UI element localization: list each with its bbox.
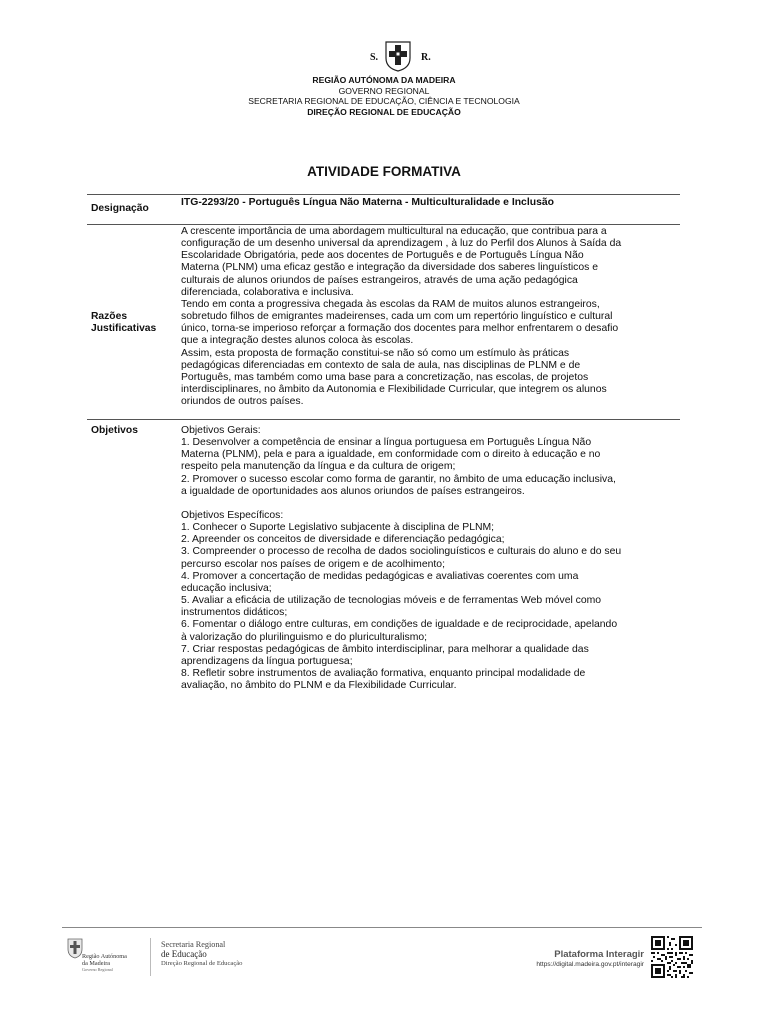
objetivos-label: Objetivos [91, 425, 138, 436]
platform-url[interactable]: https://digital.madeira.gov.pt/interagir [536, 961, 644, 968]
razoes-label-line: Justificativas [91, 323, 157, 334]
text-line: 2. Promover o sucesso escolar como forma de garantir, no âmbito de uma educação inclusiva, [181, 473, 616, 485]
footer-logo-separator [150, 938, 151, 976]
text-line: à valorização do plurilinguismo e do pluriculturalismo; [181, 631, 428, 643]
footer-education-line: Direção Regional de Educação [161, 960, 243, 968]
text-line: instrumentos didáticos; [181, 607, 288, 619]
spacer [181, 498, 681, 510]
text-line: 5. Avaliar a eficácia de utilização de tecnologias móveis e de ferramentas Web móvel como [181, 595, 602, 607]
text-line: Materna (PLNM), pela e para a igualdade, em conformidade com o direito à educação e no [181, 449, 601, 461]
platform-info [536, 949, 644, 968]
header-institution [0, 75, 768, 117]
text-line: 1. Conhecer o Suporte Legislativo subjacente à disciplina de PLNM; [181, 522, 495, 534]
header-crest [0, 40, 768, 72]
header-secretariat: SECRETARIA REGIONAL DE EDUCAÇÃO, CIÊNCIA E TECNOLOGIA [248, 96, 520, 106]
footer-region-text [82, 954, 127, 974]
text-line: Materna (PLNM) uma eficaz gestão e integração da diversidade dos saberes linguísticos e [181, 262, 599, 274]
qr-code-icon [651, 936, 693, 978]
text-line: 2. Apreender os conceitos de diversidade e diferenciação pedagógica; [181, 534, 505, 546]
text-line: único, torna-se imperioso reforçar a formação dos docentes para melhor enfrentarem o desafio [181, 323, 619, 335]
text-line: diferenciada, colaborativa e inclusiva. [181, 286, 354, 298]
text-line: 7. Criar respostas pedagógicas de âmbito interdisciplinar, para melhorar a qualidade das [181, 643, 589, 655]
cross-shield-icon [384, 40, 412, 72]
text-line: culturais de alunos oriundos de países estrangeiros, através de uma ação pedagógica [181, 274, 578, 286]
text-line: educação inclusiva; [181, 582, 272, 594]
text-line: 4. Promover a concertação de medidas pedagógicas e avaliativas coerentes com uma [181, 570, 579, 582]
text-line: 8. Refletir sobre instrumentos de avaliação formativa, enquanto principal modalidade de [181, 667, 586, 679]
text-line: percurso escolar nos países de origem e de acolhimento; [181, 558, 445, 570]
text-line: 3. Compreender o processo de recolha de dados sociolinguísticos e culturais do aluno e do seu [181, 546, 622, 558]
crest-letter-s: S. [370, 52, 379, 63]
text-line: Assim, esta proposta de formação constitui-se não só como um estímulo às práticas [181, 347, 570, 359]
text-line: que a integração destes alunos coloca às escolas. [181, 335, 414, 347]
page-title: ATIVIDADE FORMATIVA [307, 164, 461, 179]
table-divider [87, 419, 680, 420]
text-line: oriundos de outros países. [181, 396, 304, 408]
header-government: GOVERNO REGIONAL [338, 85, 430, 96]
designacao-value: ITG-2293/20 - Português Língua Não Materna - Multiculturalidade e Inclusão [181, 197, 554, 208]
header-directorate: DIREÇÃO REGIONAL DE EDUCAÇÃO [307, 106, 461, 117]
footer-education-logo [161, 940, 242, 969]
text-line: configuração de um desenho universal da aprendizagem , à luz do Perfil dos Alunos à Saída da [181, 238, 622, 250]
text-line: avaliação, no âmbito do PLNM e da Flexibilidade Curricular. [181, 680, 457, 692]
text-line: pedagógicas diferenciadas em contexto de sala de aula, nas disciplinas de PLNM e de [181, 359, 581, 371]
text-line: sobretudo filhos de emigrantes madeirenses, cada um com um repertório linguístico e cultural [181, 311, 613, 323]
razoes-text [181, 226, 681, 408]
header-region: REGIÃO AUTÓNOMA DA MADEIRA [312, 75, 456, 85]
footer-region-line: da Madeira [82, 959, 111, 967]
designacao-label: Designação [91, 203, 149, 214]
text-line: respeito pela manutenção da língua e da cultura de origem; [181, 461, 456, 473]
text-line: 1. Desenvolver a competência de ensinar a língua portuguesa em Português Língua Não [181, 437, 592, 449]
text-line: Escolaridade Obrigatória, pede aos docentes de Português e de Português Língua Não [181, 250, 584, 262]
text-line: a igualdade de oportunidades aos alunos oriundos de países estrangeiros. [181, 485, 525, 497]
platform-name: Plataforma Interagir [554, 949, 644, 960]
footer-region-line: Governo Regional [82, 967, 113, 973]
table-divider [87, 224, 680, 225]
objetivos-gerais-title: Objetivos Gerais: [181, 425, 261, 436]
text-line: interdisciplinares, no âmbito da Autonomia e Flexibilidade Curricular, que integrem os alunos [181, 384, 607, 396]
text-line: 6. Fomentar o diálogo entre culturas, em condições de igualdade e de reciprocidade, apelando [181, 619, 618, 631]
objetivos-text [181, 425, 681, 692]
text-line: aprendizagens da língua portuguesa; [181, 655, 353, 667]
footer-region-line: Região Autónoma [82, 953, 127, 960]
text-line: Tendo em conta a progressiva chegada às escolas da RAM de muitos alunos estrangeiros, [181, 298, 600, 310]
footer-divider [62, 927, 702, 928]
razoes-label [91, 311, 156, 335]
table-divider [87, 194, 680, 195]
footer-region-logo [66, 937, 144, 979]
razoes-label-line: Razões [91, 311, 128, 322]
crest-letter-r: R. [421, 52, 431, 63]
text-line: Português, mas também como uma base para a concretização, nas escolas, de projetos [181, 371, 589, 383]
footer-education-line: Secretaria Regional [161, 940, 226, 949]
text-line: A crescente importância de uma abordagem multicultural na educação, que contribua para a [181, 226, 607, 237]
footer-education-line: de Educação [161, 948, 207, 959]
objetivos-especificos-title: Objetivos Específicos: [181, 509, 284, 521]
